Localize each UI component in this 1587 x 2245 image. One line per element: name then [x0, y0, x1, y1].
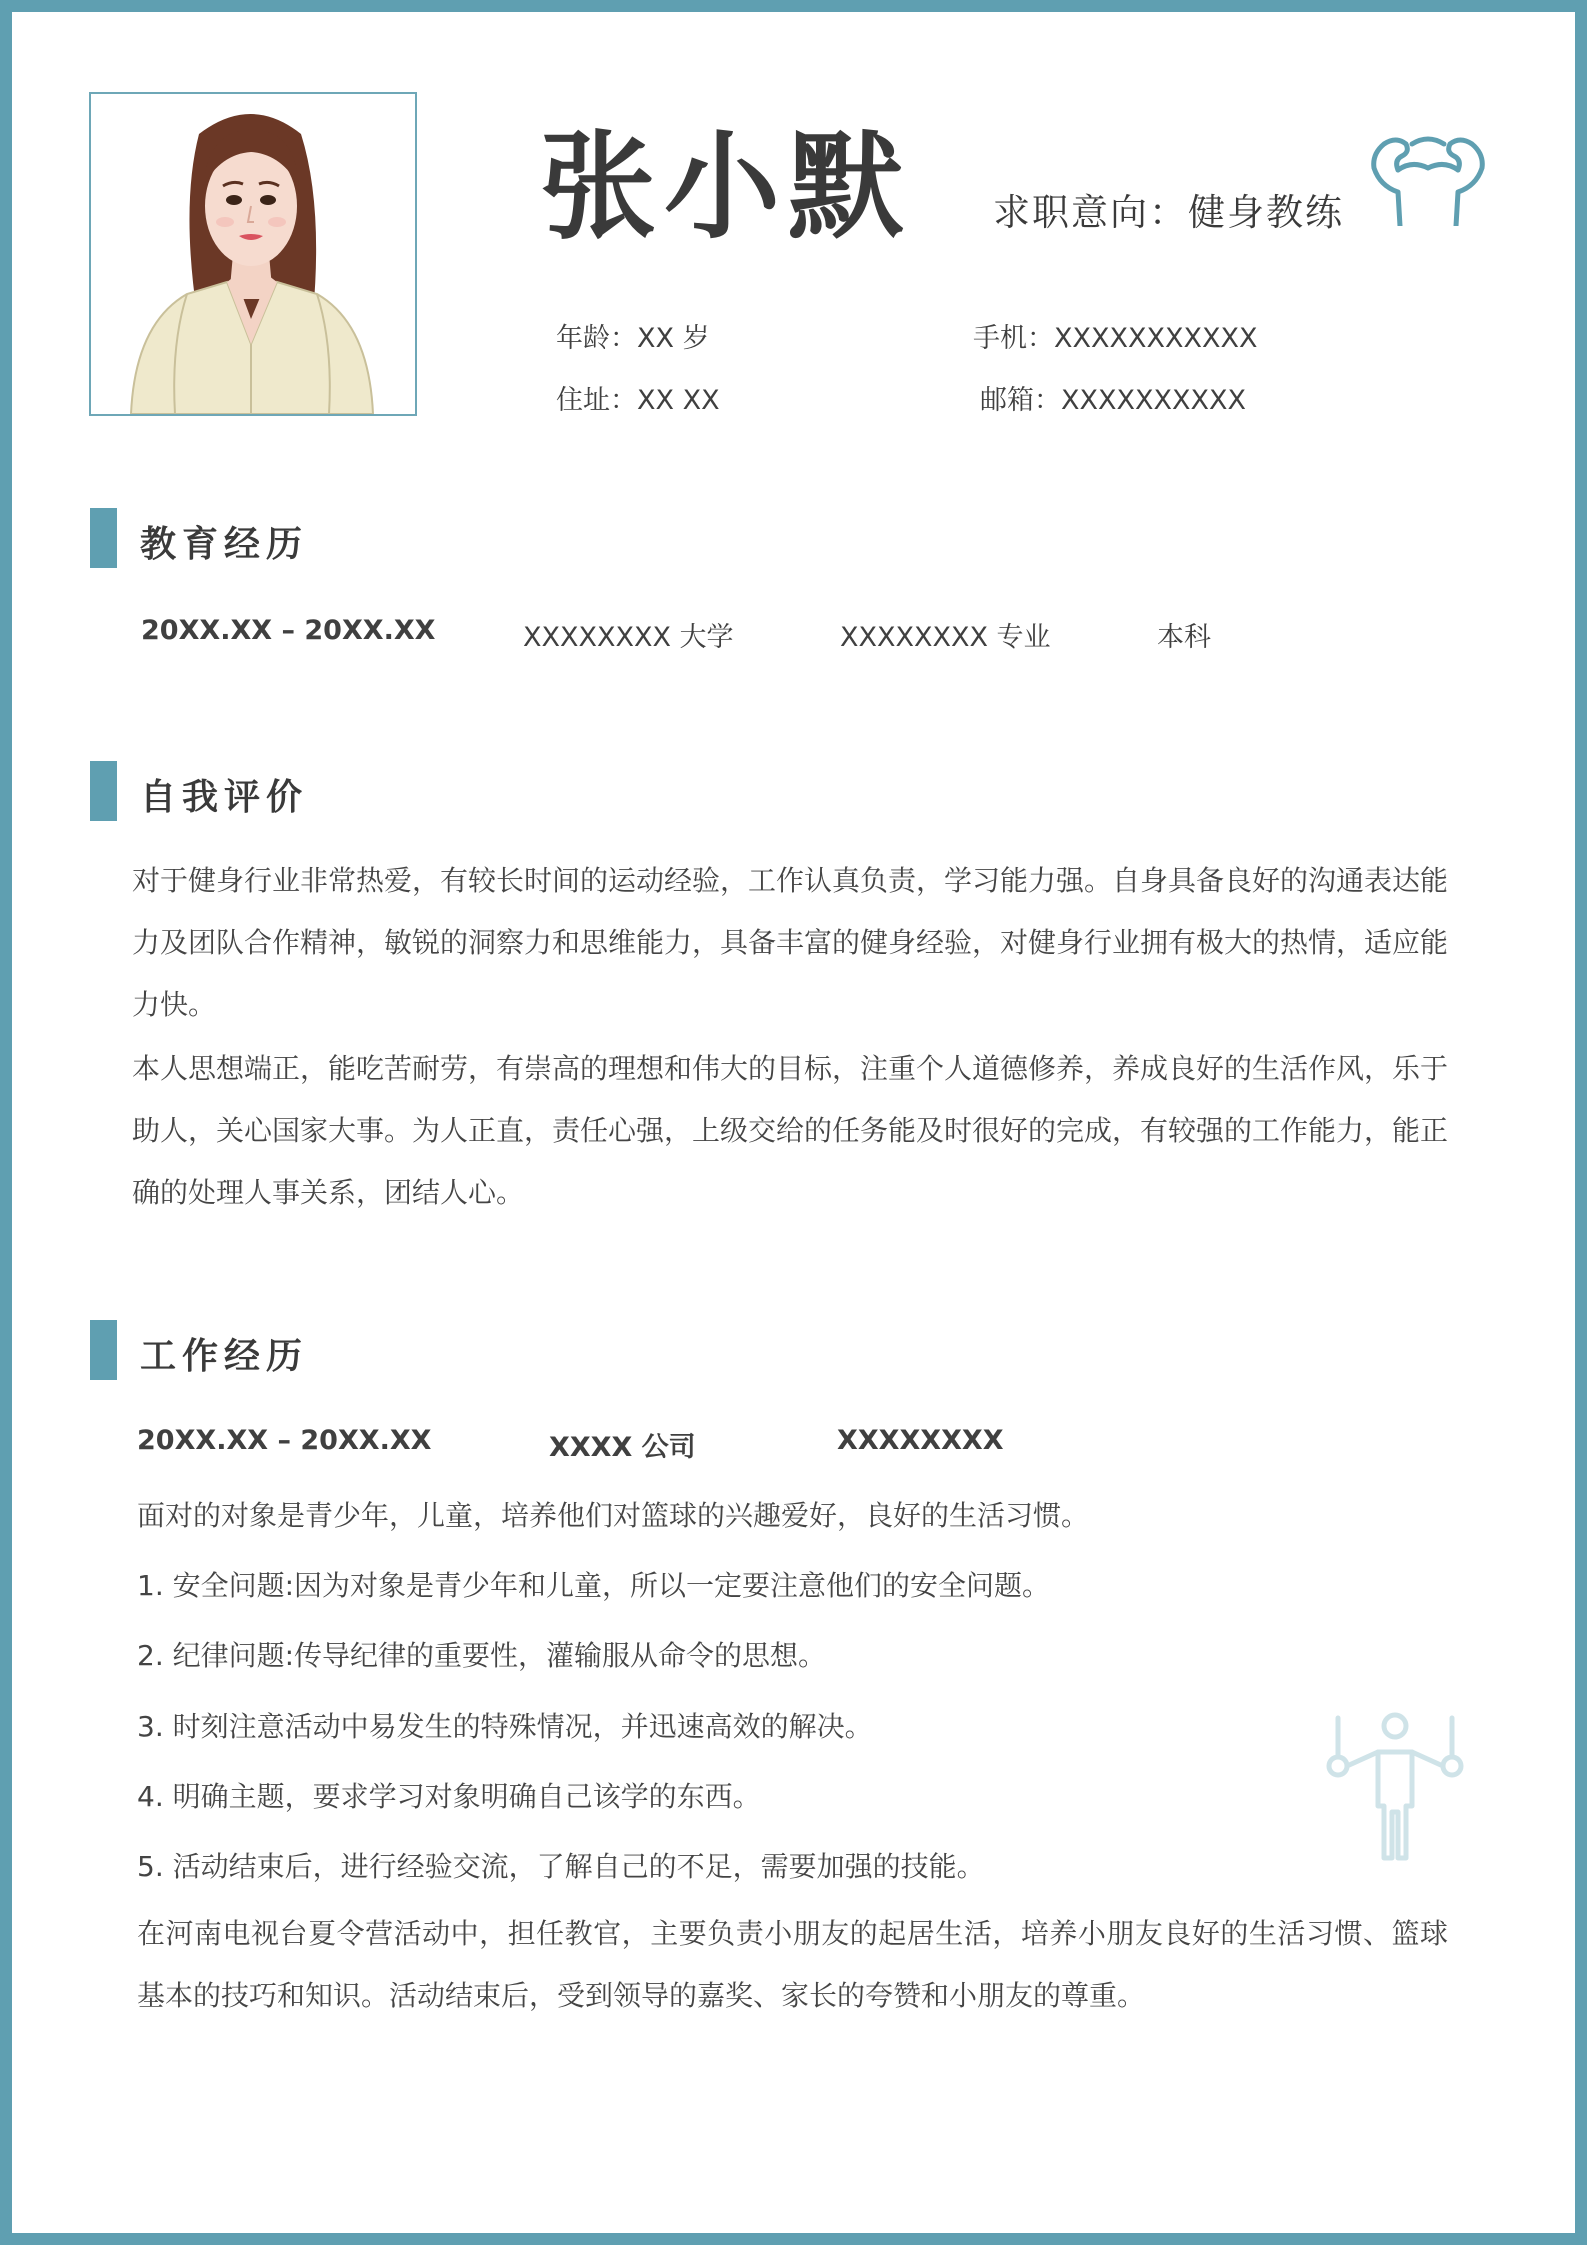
self-evaluation-paragraph-2: 本人思想端正，能吃苦耐劳，有崇高的理想和伟大的目标，注重个人道德修养，养成良好的生活作风，乐于助人，关心国家大事。为人正直，责任心强，上级交给的任务能及时很好的完成，有较强的工作能力，能正确的处理人事关系，团结人心。: [132, 1052, 1449, 1209]
gymnast-rings-icon: [1320, 1708, 1470, 1868]
work-item: 2. 纪律问题:传导纪律的重要性，灌输服从命令的思想。: [137, 1639, 827, 1672]
education-title: 教育经历: [140, 524, 309, 565]
work-summary: 在河南电视台夏令营活动中，担任教官，主要负责小朋友的起居生活，培养小朋友良好的生活习惯、篮球基本的技巧和知识。活动结束后，受到领导的嘉奖、家长的夸赞和小朋友的尊重。: [137, 1917, 1448, 2012]
education-date: 20XX.XX – 20XX.XX: [141, 615, 436, 646]
self-evaluation-title: 自我评价: [140, 777, 309, 818]
education-school: XXXXXXXX 大学: [523, 622, 734, 653]
work-item: 5. 活动结束后，进行经验交流，了解自己的不足，需要加强的技能。: [137, 1850, 985, 1883]
email-info: 邮箱：XXXXXXXXXX: [980, 385, 1246, 416]
phone-info: 手机：XXXXXXXXXXX: [973, 323, 1258, 354]
candidate-name: 张小默: [540, 120, 912, 255]
work-title: 工作经历: [140, 1336, 309, 1377]
work-item: 1. 安全问题:因为对象是青少年和儿童，所以一定要注意他们的安全问题。: [137, 1569, 1051, 1602]
section-marker: [90, 761, 117, 821]
profile-photo: [89, 92, 417, 416]
work-date: 20XX.XX – 20XX.XX: [137, 1425, 432, 1456]
age-info: 年龄：XX 岁: [556, 323, 710, 354]
work-item: 3. 时刻注意活动中易发生的特殊情况，并迅速高效的解决。: [137, 1710, 873, 1743]
section-marker: [90, 508, 117, 568]
work-item: 4. 明确主题，要求学习对象明确自己该学的东西。: [137, 1780, 761, 1813]
work-company: XXXX 公司: [549, 1432, 696, 1463]
self-evaluation-paragraph-1: 对于健身行业非常热爱，有较长时间的运动经验，工作认真负责，学习能力强。自身具备良好的沟通表达能力及团队合作精神，敏锐的洞察力和思维能力，具备丰富的健身经验，对健身行业拥有极大的热情，适应能力快。: [132, 864, 1449, 1021]
section-marker: [90, 1320, 117, 1380]
work-intro: 面对的对象是青少年，儿童，培养他们对篮球的兴趣爱好，良好的生活习惯。: [137, 1499, 1090, 1532]
address-info: 住址：XX XX: [556, 385, 720, 416]
job-objective: 求职意向：健身教练: [993, 191, 1344, 234]
education-degree: 本科: [1157, 622, 1211, 653]
education-major: XXXXXXXX 专业: [840, 622, 1051, 653]
work-position: XXXXXXXX: [837, 1425, 1004, 1456]
flexing-arms-icon: [1368, 130, 1488, 226]
